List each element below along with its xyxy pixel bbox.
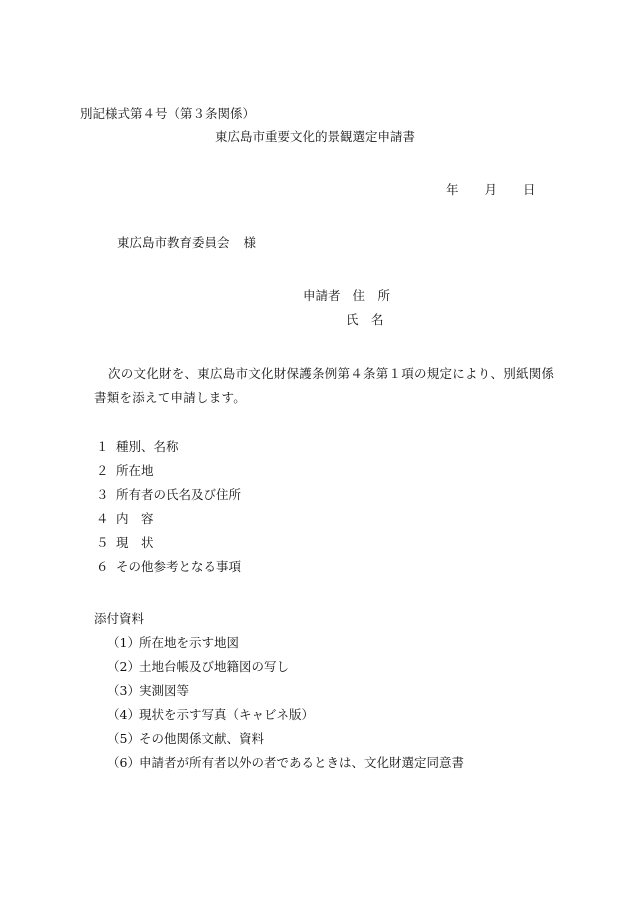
attachment-text: 所在地を示す地図 — [139, 635, 240, 650]
applicant-address-label: 住 所 — [352, 288, 391, 303]
item-number: ３ — [96, 487, 109, 502]
list-item — [96, 465, 154, 478]
attachment-item — [107, 685, 189, 698]
item-text: その他参考となる事項 — [116, 559, 242, 574]
date-day-label: 日 — [523, 182, 536, 197]
item-number: １ — [96, 439, 109, 454]
attachment-item — [107, 661, 289, 674]
item-text: 所有者の氏名及び住所 — [116, 487, 242, 502]
item-number: ５ — [96, 535, 109, 550]
list-item — [96, 513, 154, 526]
attachment-number: （5） — [107, 731, 140, 746]
date-month-label: 月 — [484, 182, 498, 197]
body-paragraph: 次の文化財を、東広島市文化財保護条例第４条第１項の規定により、別紙関係書類を添えて申請します。 — [94, 366, 555, 405]
attachment-number: （3） — [107, 683, 140, 698]
addressee-name: 東広島市教育委員会 — [117, 235, 230, 250]
attachment-item — [107, 733, 264, 746]
attachment-item — [107, 637, 239, 650]
item-number: ４ — [96, 511, 109, 526]
list-item — [96, 441, 179, 454]
applicant-name-label: 氏 名 — [346, 312, 384, 327]
document-title: 東広島市重要文化的景観選定申請書 — [214, 129, 415, 144]
applicant-address-line — [303, 290, 390, 303]
item-text: 所在地 — [116, 463, 154, 478]
item-number: ６ — [96, 559, 109, 574]
attachment-number: （4） — [107, 707, 140, 722]
attachment-number: （6） — [107, 755, 140, 770]
attachment-text: 実測図等 — [139, 683, 190, 698]
attachment-text: 現状を示す写真（キャビネ版） — [139, 707, 315, 722]
item-text: 現 状 — [116, 535, 154, 550]
list-item — [96, 561, 241, 574]
attachment-text: 土地台帳及び地籍図の写し — [139, 659, 290, 674]
attachment-item — [107, 709, 314, 722]
item-text: 種別、名称 — [116, 439, 179, 454]
attachment-number: （1） — [107, 635, 140, 650]
attachment-item — [107, 757, 464, 770]
attachment-text: その他関係文献、資料 — [139, 731, 265, 746]
attachment-number: （2） — [107, 659, 140, 674]
item-number: ２ — [96, 463, 109, 478]
list-item — [96, 537, 154, 550]
form-number: 別記様式第４号（第３条関係） — [80, 106, 256, 121]
item-text: 内 容 — [116, 511, 154, 526]
addressee-honorific: 様 — [243, 235, 257, 250]
attachment-text: 申請者が所有者以外の者であるときは、文化財選定同意書 — [139, 755, 465, 770]
date-line — [446, 184, 536, 197]
list-item — [96, 489, 241, 502]
applicant-role: 申請者 — [303, 288, 341, 303]
attachments-title: 添付資料 — [94, 611, 145, 626]
addressee — [117, 237, 256, 250]
date-year-label: 年 — [446, 182, 459, 197]
